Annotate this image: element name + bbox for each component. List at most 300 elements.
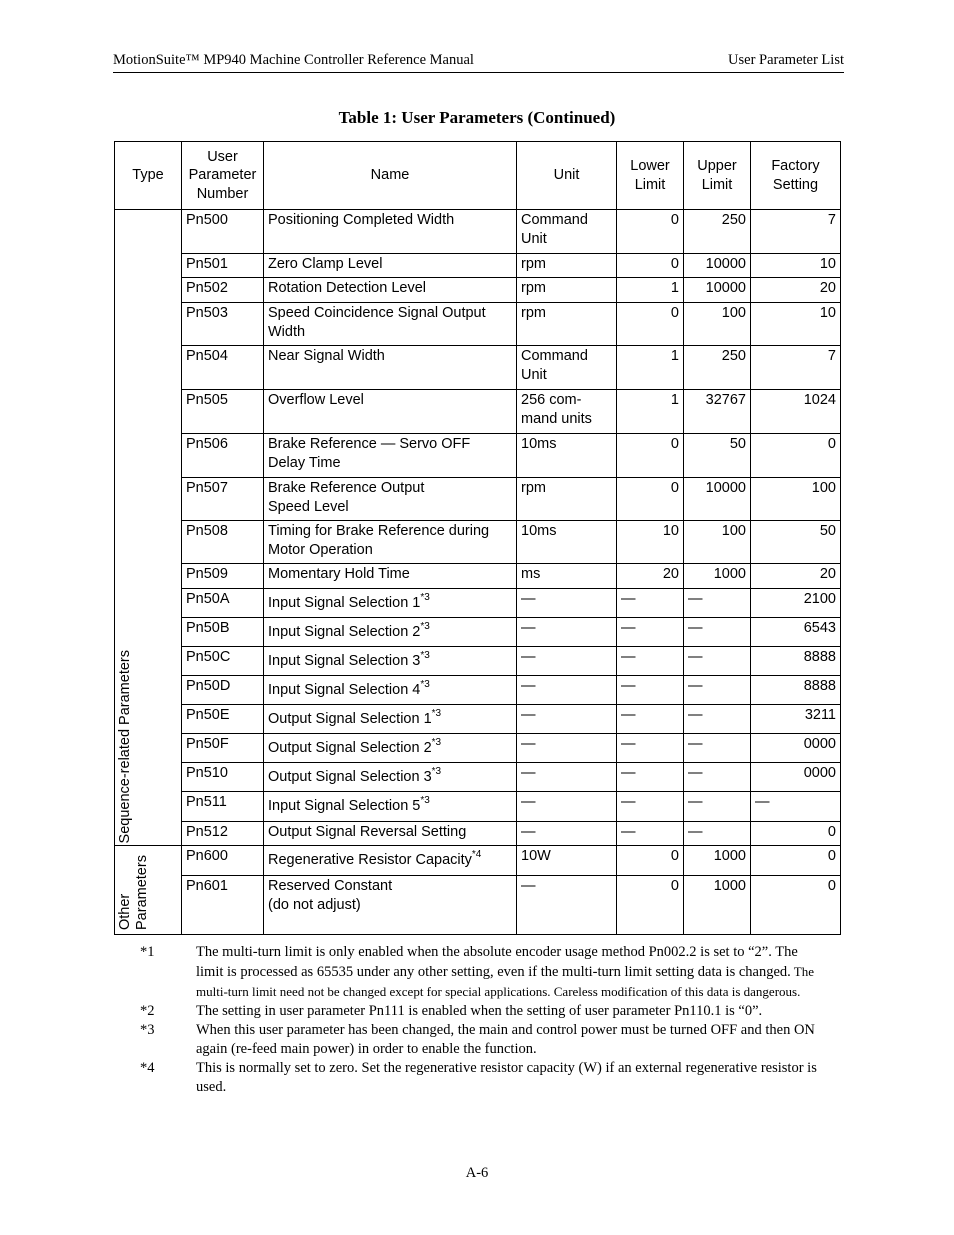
param-unit-line: — — [521, 591, 536, 607]
param-factory-setting: 0 — [827, 824, 836, 840]
param-number: Pn503 — [186, 305, 228, 321]
param-upper-cell — [684, 822, 751, 846]
param-unit-cell — [517, 705, 617, 734]
param-factory-cell — [751, 763, 841, 792]
col-header-lower-limit: Lower Limit — [617, 142, 684, 210]
param-unit-cell — [517, 763, 617, 792]
param-name-cell — [264, 676, 517, 705]
param-lower-limit: — — [621, 824, 636, 840]
param-unit-cell — [517, 521, 617, 564]
param-number: Pn50D — [186, 678, 231, 694]
param-factory-setting: 10 — [819, 256, 836, 272]
footnotes — [140, 943, 820, 1097]
param-unit-cell — [517, 792, 617, 822]
param-upper-limit: — — [688, 765, 703, 781]
param-factory-cell — [751, 589, 841, 618]
param-number: Pn500 — [186, 212, 228, 228]
header-section-title: User Parameter List — [728, 52, 844, 68]
param-name-line: Output Signal Selection 2 — [268, 740, 432, 756]
param-upper-limit: — — [688, 678, 703, 694]
param-upper-cell — [684, 434, 751, 478]
param-name-cell — [264, 478, 517, 521]
param-unit-line: — — [521, 736, 536, 752]
param-lower-limit: — — [621, 678, 636, 694]
param-upper-cell — [684, 676, 751, 705]
param-name-line: Regenerative Resistor Capacity — [268, 852, 472, 868]
param-lower-limit: — — [621, 736, 636, 752]
param-unit-line: — — [521, 878, 536, 894]
param-upper-cell — [684, 254, 751, 278]
param-factory-setting: 0000 — [803, 736, 836, 752]
param-number-cell — [182, 478, 264, 521]
param-name-cell — [264, 734, 517, 763]
table-row — [115, 278, 841, 303]
param-upper-cell — [684, 792, 751, 822]
param-factory-setting: 10 — [819, 305, 836, 321]
param-lower-cell — [617, 792, 684, 822]
param-upper-cell — [684, 478, 751, 521]
param-name-line: Speed Coincidence Signal Output — [268, 305, 486, 321]
param-upper-limit: 32767 — [705, 392, 746, 408]
param-factory-cell — [751, 876, 841, 935]
param-name-cell — [264, 876, 517, 935]
param-factory-cell — [751, 346, 841, 390]
param-unit-line: ms — [521, 566, 541, 582]
param-lower-cell — [617, 278, 684, 303]
param-number: Pn507 — [186, 480, 228, 496]
param-upper-cell — [684, 303, 751, 346]
col-header-factory-setting: Factory Setting — [751, 142, 841, 210]
param-factory-setting: 8888 — [803, 649, 836, 665]
table-row — [115, 705, 841, 734]
param-name-cell — [264, 346, 517, 390]
table-row — [115, 303, 841, 346]
param-name-line: Near Signal Width — [268, 348, 385, 364]
param-number-cell — [182, 303, 264, 346]
param-factory-cell — [751, 705, 841, 734]
param-name-line: Speed Level — [268, 498, 349, 515]
param-factory-cell — [751, 647, 841, 676]
param-upper-cell — [684, 564, 751, 589]
footnote-mark: *4 — [140, 1060, 155, 1076]
param-lower-cell — [617, 822, 684, 846]
param-lower-cell — [617, 705, 684, 734]
param-factory-setting: 20 — [819, 280, 836, 296]
table-row — [115, 564, 841, 589]
param-upper-limit: — — [688, 794, 703, 810]
param-upper-limit: 50 — [729, 436, 746, 452]
param-lower-cell — [617, 647, 684, 676]
param-name-cell — [264, 303, 517, 346]
table-row — [115, 734, 841, 763]
param-number-cell — [182, 846, 264, 876]
table-row — [115, 390, 841, 434]
param-name-line: Motor Operation — [268, 541, 373, 558]
param-upper-limit: — — [688, 824, 703, 840]
table-row — [115, 846, 841, 876]
param-unit-cell — [517, 210, 617, 254]
param-lower-limit: 0 — [670, 878, 679, 894]
param-upper-cell — [684, 589, 751, 618]
param-factory-setting: 1024 — [803, 392, 836, 408]
param-factory-setting: 0 — [827, 436, 836, 452]
footnote — [140, 1002, 820, 1021]
param-number-cell — [182, 210, 264, 254]
footnote-ref: *3 — [431, 708, 442, 720]
param-factory-cell — [751, 792, 841, 822]
param-unit-line: — — [521, 794, 536, 810]
param-unit-line: — — [521, 765, 536, 781]
param-unit-line: Command — [521, 348, 588, 364]
param-factory-setting: 7 — [827, 348, 836, 364]
param-lower-cell — [617, 763, 684, 792]
param-name-line: Overflow Level — [268, 392, 364, 408]
footnote-ref: *3 — [431, 766, 442, 778]
param-name-line: Input Signal Selection 4 — [268, 682, 421, 698]
footnote-text — [196, 1059, 820, 1097]
param-number-cell — [182, 521, 264, 564]
param-factory-cell — [751, 390, 841, 434]
param-unit-line: 10ms — [521, 436, 557, 452]
param-unit-cell — [517, 303, 617, 346]
param-unit-line: Unit — [521, 366, 547, 383]
table-row — [115, 763, 841, 792]
param-lower-limit: 0 — [670, 212, 679, 228]
param-number: Pn508 — [186, 523, 228, 539]
footnote — [140, 943, 820, 1002]
footnote — [140, 1021, 820, 1059]
footnote-mark: *1 — [140, 944, 155, 960]
param-factory-setting: 6543 — [803, 620, 836, 636]
table-row — [115, 676, 841, 705]
param-unit-cell — [517, 390, 617, 434]
param-upper-limit: 1000 — [713, 566, 746, 582]
footnote-ref: *3 — [420, 650, 430, 662]
param-number-cell — [182, 705, 264, 734]
param-number: Pn50A — [186, 591, 230, 607]
param-lower-limit: — — [621, 765, 636, 781]
param-lower-limit: 1 — [670, 392, 679, 408]
param-lower-cell — [617, 676, 684, 705]
param-number: Pn510 — [186, 765, 228, 781]
param-upper-limit: 10000 — [705, 480, 746, 496]
param-number-cell — [182, 734, 264, 763]
param-upper-cell — [684, 876, 751, 935]
table-row — [115, 346, 841, 390]
param-unit-cell — [517, 278, 617, 303]
param-unit-cell — [517, 434, 617, 478]
param-unit-cell — [517, 589, 617, 618]
param-name-line: Reserved Constant — [268, 878, 393, 894]
table-row — [115, 589, 841, 618]
param-factory-setting: 50 — [819, 523, 836, 539]
param-name-cell — [264, 846, 517, 876]
param-lower-cell — [617, 876, 684, 935]
param-upper-cell — [684, 705, 751, 734]
param-unit-line: rpm — [521, 480, 546, 496]
param-lower-limit: — — [621, 591, 636, 607]
param-name-line: Input Signal Selection 1 — [268, 595, 421, 611]
footnote-ref: *3 — [420, 795, 430, 807]
table-row — [115, 792, 841, 822]
param-lower-cell — [617, 846, 684, 876]
table-header-row — [115, 142, 841, 210]
param-unit-cell — [517, 846, 617, 876]
param-number-cell — [182, 278, 264, 303]
param-upper-limit: 100 — [721, 305, 746, 321]
table-row — [115, 521, 841, 564]
param-name-line: Input Signal Selection 2 — [268, 624, 421, 640]
param-factory-cell — [751, 303, 841, 346]
param-number: Pn600 — [186, 848, 228, 864]
param-number-cell — [182, 618, 264, 647]
param-lower-limit: 1 — [670, 348, 679, 364]
param-upper-cell — [684, 734, 751, 763]
param-name-line: Timing for Brake Reference during — [268, 523, 490, 539]
param-name-line: Delay Time — [268, 454, 341, 471]
param-factory-cell — [751, 564, 841, 589]
param-factory-cell — [751, 618, 841, 647]
param-lower-cell — [617, 618, 684, 647]
param-lower-cell — [617, 303, 684, 346]
param-name-cell — [264, 647, 517, 676]
param-number: Pn501 — [186, 256, 228, 272]
param-number: Pn50E — [186, 707, 230, 723]
param-name-cell — [264, 254, 517, 278]
param-factory-setting: — — [755, 794, 770, 810]
param-name-cell — [264, 564, 517, 589]
param-number: Pn50B — [186, 620, 230, 636]
param-upper-limit: 250 — [721, 212, 746, 228]
table-row — [115, 647, 841, 676]
footnote-text — [196, 1002, 820, 1021]
footnote-ref: *3 — [420, 592, 430, 604]
type-cell — [115, 210, 182, 846]
param-upper-limit: 100 — [721, 523, 746, 539]
param-number-cell — [182, 589, 264, 618]
param-name-cell — [264, 792, 517, 822]
param-lower-limit: 0 — [670, 256, 679, 272]
param-lower-cell — [617, 564, 684, 589]
type-label: Sequence-related Parameters — [117, 649, 133, 843]
table-row — [115, 822, 841, 846]
param-number-cell — [182, 434, 264, 478]
param-lower-limit: 10 — [662, 523, 679, 539]
param-factory-setting: 0 — [827, 878, 836, 894]
param-number: Pn511 — [186, 794, 227, 810]
user-parameters-table — [114, 141, 841, 935]
footnote-text — [196, 1021, 820, 1059]
param-name-line: Positioning Completed Width — [268, 212, 455, 228]
param-number: Pn509 — [186, 566, 228, 582]
param-lower-cell — [617, 390, 684, 434]
param-factory-setting: 8888 — [803, 678, 836, 694]
param-factory-cell — [751, 254, 841, 278]
param-number: Pn502 — [186, 280, 228, 296]
param-number: Pn50F — [186, 736, 229, 752]
param-upper-limit: 10000 — [705, 280, 746, 296]
param-unit-line: — — [521, 707, 536, 723]
param-lower-cell — [617, 434, 684, 478]
param-factory-setting: 0 — [827, 848, 836, 864]
param-name-line: Brake Reference — Servo OFF — [268, 436, 471, 452]
param-factory-setting: 2100 — [803, 591, 836, 607]
col-header-type: Type — [115, 142, 182, 210]
param-number-cell — [182, 876, 264, 935]
param-name-cell — [264, 278, 517, 303]
param-upper-cell — [684, 763, 751, 792]
param-upper-cell — [684, 278, 751, 303]
param-number: Pn50C — [186, 649, 231, 665]
param-factory-cell — [751, 278, 841, 303]
param-lower-cell — [617, 521, 684, 564]
param-unit-cell — [517, 676, 617, 705]
param-upper-limit: — — [688, 620, 703, 636]
param-lower-limit: 0 — [670, 436, 679, 452]
param-name-cell — [264, 210, 517, 254]
param-upper-limit: 1000 — [713, 848, 746, 864]
col-header-name: Name — [264, 142, 517, 210]
param-upper-cell — [684, 618, 751, 647]
param-upper-cell — [684, 521, 751, 564]
table-row — [115, 618, 841, 647]
param-unit-cell — [517, 478, 617, 521]
param-lower-cell — [617, 478, 684, 521]
param-unit-line: — — [521, 824, 536, 840]
param-unit-cell — [517, 822, 617, 846]
col-header-upper-limit: Upper Limit — [684, 142, 751, 210]
footnote-small-text: The multi-turn limit need not be changed except for special applications. Careless modification of this data is dangerous. — [196, 964, 815, 999]
param-name-line: Momentary Hold Time — [268, 566, 410, 582]
param-name-cell — [264, 705, 517, 734]
param-number-cell — [182, 647, 264, 676]
param-name-line: (do not adjust) — [268, 896, 361, 913]
param-factory-cell — [751, 822, 841, 846]
footnote-ref: *3 — [431, 737, 442, 749]
param-unit-line: 10W — [521, 848, 551, 864]
param-name-line: Rotation Detection Level — [268, 280, 426, 296]
param-lower-limit: 20 — [662, 566, 679, 582]
param-number-cell — [182, 564, 264, 589]
table-row — [115, 876, 841, 935]
param-unit-cell — [517, 618, 617, 647]
param-unit-line: rpm — [521, 305, 546, 321]
param-upper-limit: — — [688, 736, 703, 752]
footnote-mark: *3 — [140, 1022, 155, 1038]
footnote-ref: *4 — [471, 849, 482, 861]
footnote-ref: *3 — [420, 679, 430, 691]
param-name-cell — [264, 589, 517, 618]
param-name-line: Brake Reference Output — [268, 480, 425, 496]
param-number: Pn505 — [186, 392, 228, 408]
param-lower-limit: 1 — [670, 280, 679, 296]
table-row — [115, 254, 841, 278]
footnote-main-text: This is normally set to zero. Set the regenerative resistor capacity (W) if an external regenerative resistor is used. — [196, 1060, 817, 1095]
param-number-cell — [182, 254, 264, 278]
param-lower-limit: — — [621, 620, 636, 636]
param-upper-cell — [684, 390, 751, 434]
param-unit-line: — — [521, 620, 536, 636]
param-unit-cell — [517, 647, 617, 676]
table-body — [115, 210, 841, 935]
param-upper-cell — [684, 846, 751, 876]
param-upper-limit: 1000 — [713, 878, 746, 894]
param-name-cell — [264, 390, 517, 434]
param-name-cell — [264, 822, 517, 846]
param-lower-cell — [617, 346, 684, 390]
param-upper-limit: — — [688, 649, 703, 665]
footnote-mark: *2 — [140, 1003, 155, 1019]
table-title: Table 1: User Parameters (Continued) — [338, 108, 616, 127]
param-unit-cell — [517, 346, 617, 390]
table-row — [115, 478, 841, 521]
param-factory-cell — [751, 846, 841, 876]
param-number: Pn512 — [186, 824, 228, 840]
footnote-main-text: The setting in user parameter Pn111 is enabled when the setting of user parameter Pn110.1 is “0”. — [196, 1003, 763, 1019]
param-name-line: Width — [268, 323, 306, 340]
param-lower-limit: 0 — [670, 305, 679, 321]
param-factory-cell — [751, 734, 841, 763]
param-upper-limit: 10000 — [705, 256, 746, 272]
param-factory-setting: 20 — [819, 566, 836, 582]
param-unit-line: Unit — [521, 230, 547, 247]
param-factory-cell — [751, 210, 841, 254]
param-factory-cell — [751, 521, 841, 564]
param-lower-limit: 0 — [670, 480, 679, 496]
param-unit-cell — [517, 734, 617, 763]
param-name-line: Zero Clamp Level — [268, 256, 383, 272]
param-unit-line: 256 com- — [521, 392, 582, 408]
param-unit-line: mand units — [521, 410, 592, 427]
param-number: Pn601 — [186, 878, 228, 894]
running-header — [113, 52, 844, 73]
param-unit-line: Command — [521, 212, 588, 228]
param-lower-cell — [617, 589, 684, 618]
param-unit-line: — — [521, 649, 536, 665]
footnote-text — [196, 943, 820, 1002]
param-factory-cell — [751, 676, 841, 705]
type-label: Other Parameters — [117, 855, 150, 930]
param-upper-limit: — — [688, 707, 703, 723]
param-factory-cell — [751, 478, 841, 521]
param-name-cell — [264, 521, 517, 564]
param-lower-limit: 0 — [670, 848, 679, 864]
param-upper-cell — [684, 346, 751, 390]
table-row — [115, 210, 841, 254]
param-name-cell — [264, 618, 517, 647]
header-manual-title: MotionSuite™ MP940 Machine Controller Reference Manual — [113, 52, 474, 68]
param-name-line: Input Signal Selection 5 — [268, 798, 421, 814]
param-number-cell — [182, 763, 264, 792]
param-unit-cell — [517, 564, 617, 589]
param-factory-setting: 3211 — [804, 707, 836, 723]
table-row — [115, 434, 841, 478]
param-name-line: Output Signal Selection 3 — [268, 769, 432, 785]
footnote-main-text: When this user parameter has been changed, the main and control power must be turned OFF and then ON again (re-feed main power) in order to enable the function. — [196, 1022, 815, 1057]
param-number-cell — [182, 346, 264, 390]
param-number-cell — [182, 792, 264, 822]
param-name-cell — [264, 434, 517, 478]
param-lower-cell — [617, 254, 684, 278]
param-lower-cell — [617, 210, 684, 254]
param-unit-line: rpm — [521, 256, 546, 272]
param-name-line: Output Signal Selection 1 — [268, 711, 432, 727]
param-unit-line: — — [521, 678, 536, 694]
param-factory-cell — [751, 434, 841, 478]
param-number: Pn504 — [186, 348, 228, 364]
param-unit-line: 10ms — [521, 523, 557, 539]
param-upper-cell — [684, 647, 751, 676]
